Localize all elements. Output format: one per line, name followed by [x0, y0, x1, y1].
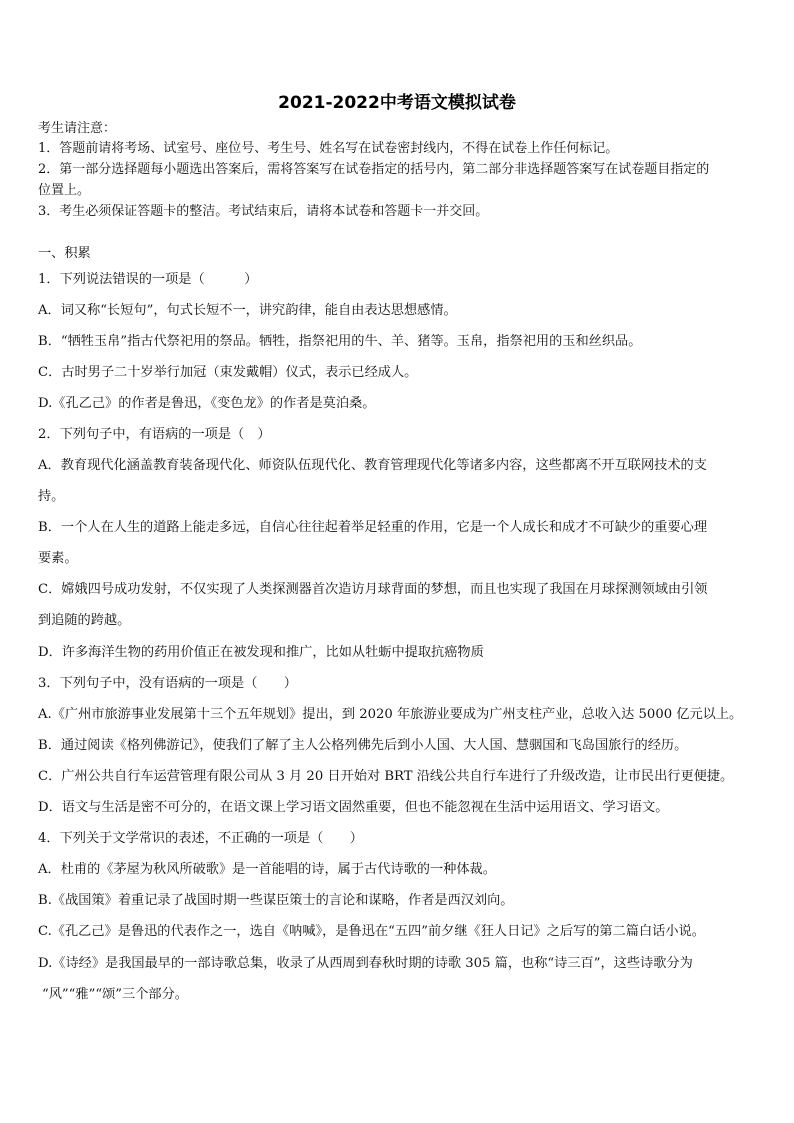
- question-1-option-a: A．词又称“长短句”，句式长短不一，讲究韵律，能自由表达思想感情。: [38, 303, 457, 318]
- question-2-option-b: B．一个人在人生的道路上能走多远，自信心往往起着举足轻重的作用，它是一个人成长和成才不可缺少的重要心理: [38, 520, 708, 535]
- question-1-option-b: B．“牺牲玉帛”指古代祭祀用的祭品。牺牲，指祭祀用的牛、羊、猪等。玉帛，指祭祀用的玉和丝织品。: [38, 334, 642, 349]
- notice-line-1: 1．答题前请将考场、试室号、座位号、考生号、姓名写在试卷密封线内，不得在试卷上作任何标记。: [38, 141, 619, 156]
- notice-heading: 考生请注意：: [38, 121, 117, 136]
- question-3-option-c: C．广州公共自行车运营管理有限公司从 3 月 20 日开始对 BRT 沿线公共自行车进行了升级改造，让市民出行更便捷。: [38, 769, 734, 784]
- question-1-option-c: C．古时男子二十岁举行加冠（束发戴帽）仪式，表示已经成人。: [38, 365, 418, 380]
- question-4-option-c: C.《孔乙己》是鲁迅的代表作之一，选自《呐喊》，是鲁迅在“五四”前夕继《狂人日记》之后写的第二篇白话小说。: [38, 924, 705, 939]
- question-2-option-c: C．嫦娥四号成功发射，不仅实现了人类探测器首次造访月球背面的梦想，而且也实现了我国在月球探测领域由引领: [38, 582, 708, 597]
- question-4-option-d: D.《诗经》是我国最早的一部诗歌总集，收录了从西周到春秋时期的诗歌 305 篇，也称“诗三百”，这些诗歌分为: [38, 956, 693, 971]
- notice-line-2-cont: 位置上。: [38, 183, 91, 198]
- question-3-stem: 3．下列句子中，没有语病的一项是（ ）: [38, 676, 297, 691]
- question-4-option-d-cont: “风”“雅”“颂”三个部分。: [42, 987, 188, 1002]
- notice-line-2: 2．第一部分选择题每小题选出答案后，需将答案写在试卷指定的括号内，第二部分非选择题答案写在试卷题目指定的: [38, 162, 710, 177]
- question-1-option-d: D.《孔乙己》的作者是鲁迅，《变色龙》的作者是莫泊桑。: [38, 396, 376, 411]
- page-title: 2021-2022中考语文模拟试卷: [278, 93, 516, 113]
- question-3-option-b: B．通过阅读《格列佛游记》，使我们了解了主人公格列佛先后到小人国、大人国、慧骃国和飞岛国旅行的经历。: [38, 738, 688, 753]
- section-heading: 一、积累: [38, 246, 91, 261]
- question-2-option-c-cont: 到追随的跨越。: [38, 613, 131, 628]
- question-4-option-a: A．杜甫的《茅屋为秋风所破歌》是一首能唱的诗，属于古代诗歌的一种体裁。: [38, 862, 496, 877]
- question-3-option-a: A.《广州市旅游事业发展第十三个五年规划》提出，到 2020 年旅游业要成为广州支柱产业，总收入达 5000 亿元以上。: [38, 707, 743, 722]
- question-2-stem: 2．下列句子中，有语病的一项是（ ）: [38, 427, 271, 442]
- question-1-stem: 1．下列说法错误的一项是（ ）: [38, 272, 258, 287]
- question-2-option-a: A．教育现代化涵盖教育装备现代化、师资队伍现代化、教育管理现代化等诸多内容，这些都离不开互联网技术的支: [38, 458, 707, 473]
- question-2-option-d: D．许多海洋生物的药用价值正在被发现和推广，比如从牡蛎中提取抗癌物质: [38, 645, 484, 660]
- notice-line-3: 3．考生必须保证答题卡的整洁。考试结束后，请将本试卷和答题卡一并交回。: [38, 204, 489, 219]
- question-4-stem: 4．下列关于文学常识的表述，不正确的一项是（ ）: [38, 831, 363, 846]
- question-2-option-a-cont: 持。: [38, 489, 65, 504]
- question-4-option-b: B.《战国策》着重记录了战国时期一些谋臣策士的言论和谋略，作者是西汉刘向。: [38, 893, 514, 908]
- question-2-option-b-cont: 要素。: [38, 551, 78, 566]
- question-3-option-d: D．语文与生活是密不可分的，在语文课上学习语文固然重要，但也不能忽视在生活中运用语文、学习语文。: [38, 800, 669, 815]
